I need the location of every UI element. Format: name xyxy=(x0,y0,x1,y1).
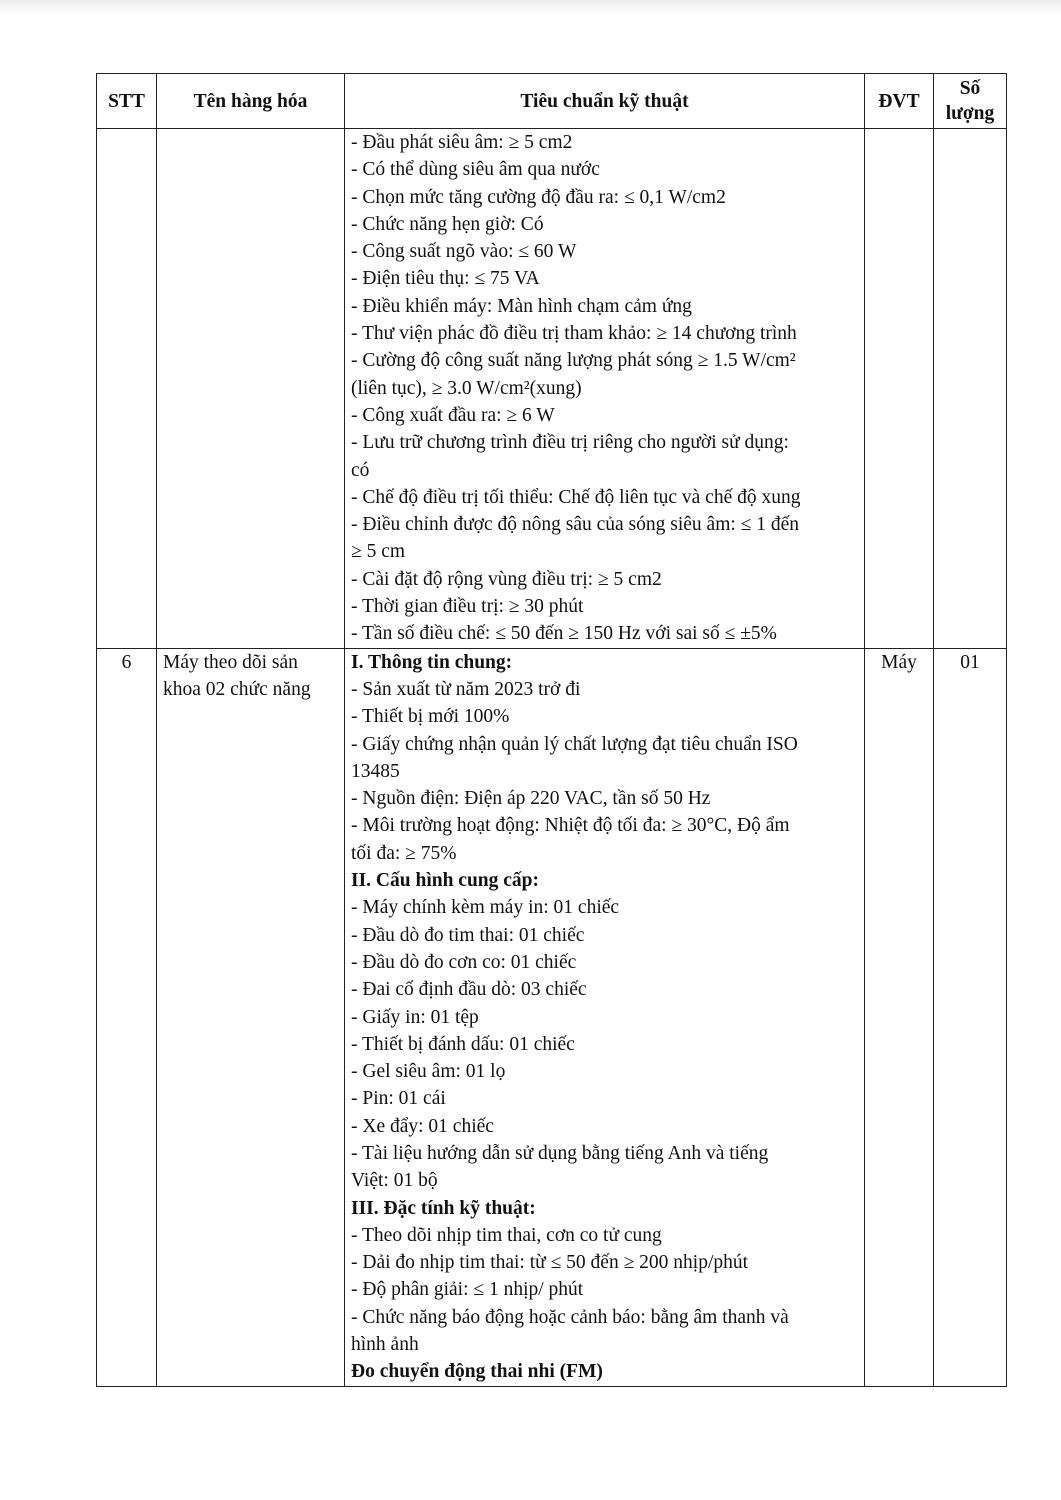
spec-line: - Cường độ công suất năng lượng phát sóng ≥ 1.5 W/cm² xyxy=(351,350,796,372)
table-header-row xyxy=(97,74,1007,129)
spec-section-heading: Đo chuyển động thai nhi (FM) xyxy=(351,1361,603,1383)
table-row xyxy=(97,648,1007,1386)
row-name xyxy=(157,129,345,649)
spec-line: - Chức năng hẹn giờ: Có xyxy=(351,213,544,235)
row-name-line2: khoa 02 chức năng xyxy=(163,678,311,700)
spec-line: - Thiết bị mới 100% xyxy=(351,706,510,728)
row-stt: 6 xyxy=(97,648,157,1386)
row-unit: Máy xyxy=(865,648,934,1386)
spec-line: - Có thể dùng siêu âm qua nước xyxy=(351,159,600,181)
spec-line: - Thư viện phác đồ điều trị tham khảo: ≥ 14 chương trình xyxy=(351,323,797,345)
spec-line: - Tần số điều chế: ≤ 50 đến ≥ 150 Hz với sai số ≤ ±5% xyxy=(351,623,777,645)
spec-line: - Chọn mức tăng cường độ đầu ra: ≤ 0,1 W/cm2 xyxy=(351,186,726,208)
spec-line: - Giấy chứng nhận quản lý chất lượng đạt tiêu chuẩn ISO xyxy=(351,733,798,755)
spec-line: hình ảnh xyxy=(351,1334,419,1356)
spec-section-heading: II. Cấu hình cung cấp: xyxy=(351,870,540,892)
spec-line: - Nguồn điện: Điện áp 220 VAC, tần số 50 Hz xyxy=(351,788,711,810)
row-spec xyxy=(345,648,865,1386)
spec-line: có xyxy=(351,459,370,481)
spec-line: (liên tục), ≥ 3.0 W/cm²(xung) xyxy=(351,377,582,399)
spec-line: - Cài đặt độ rộng vùng điều trị: ≥ 5 cm2 xyxy=(351,568,662,590)
spec-section-heading: III. Đặc tính kỹ thuật: xyxy=(351,1197,536,1219)
spec-line: - Tài liệu hướng dẫn sử dụng bằng tiếng Anh và tiếng xyxy=(351,1142,769,1164)
spec-line: tối đa: ≥ 75% xyxy=(351,842,457,864)
spec-line: - Thiết bị đánh dấu: 01 chiếc xyxy=(351,1033,575,1055)
spec-line: - Gel siêu âm: 01 lọ xyxy=(351,1061,506,1083)
spec-line: - Điều chỉnh được độ nông sâu của sóng siêu âm: ≤ 1 đến xyxy=(351,514,800,536)
spec-line: - Đầu dò đo cơn co: 01 chiếc xyxy=(351,951,577,973)
spec-line: - Công suất ngõ vào: ≤ 60 W xyxy=(351,241,577,263)
header-qty xyxy=(934,74,1007,129)
row-spec xyxy=(345,129,865,649)
spec-line: - Điện tiêu thụ: ≤ 75 VA xyxy=(351,268,540,290)
spec-line: 13485 xyxy=(351,760,400,782)
header-unit: ĐVT xyxy=(865,74,934,129)
row-qty xyxy=(934,129,1007,649)
header-stt: STT xyxy=(97,74,157,129)
spec-line: - Môi trường hoạt động: Nhiệt độ tối đa: ≥ 30°C, Độ ẩm xyxy=(351,815,790,837)
row-name xyxy=(157,648,345,1386)
spec-line: - Lưu trữ chương trình điều trị riêng cho người sử dụng: xyxy=(351,432,789,454)
spec-line: Việt: 01 bộ xyxy=(351,1170,438,1192)
row-stt xyxy=(97,129,157,649)
scan-shadow xyxy=(0,0,1061,14)
header-name: Tên hàng hóa xyxy=(157,74,345,129)
spec-line: - Điều khiển máy: Màn hình chạm cảm ứng xyxy=(351,295,692,317)
equipment-spec-table xyxy=(96,73,1007,1387)
spec-line: - Pin: 01 cái xyxy=(351,1088,446,1110)
spec-line: - Độ phân giải: ≤ 1 nhịp/ phút xyxy=(351,1279,584,1301)
spec-line: - Đai cố định đầu dò: 03 chiếc xyxy=(351,979,587,1001)
header-qty-line1: Số xyxy=(959,78,981,99)
spec-line: - Chế độ điều trị tối thiểu: Chế độ liên tục và chế độ xung xyxy=(351,486,801,508)
spec-line: - Dải đo nhịp tim thai: từ ≤ 50 đến ≥ 200 nhịp/phút xyxy=(351,1252,749,1274)
spec-line: - Xe đẩy: 01 chiếc xyxy=(351,1115,494,1137)
spec-line: - Giấy in: 01 tệp xyxy=(351,1006,479,1028)
row-name-line1: Máy theo dõi sản xyxy=(163,651,298,673)
spec-line: - Máy chính kèm máy in: 01 chiếc xyxy=(351,897,620,919)
spec-line: - Theo dõi nhịp tim thai, cơn co tử cung xyxy=(351,1224,662,1246)
spec-line: - Công xuất đầu ra: ≥ 6 W xyxy=(351,404,555,426)
row-unit xyxy=(865,129,934,649)
spec-line: - Chức năng báo động hoặc cảnh báo: bằng âm thanh và xyxy=(351,1306,789,1328)
spec-line: ≥ 5 cm xyxy=(351,541,406,563)
header-spec: Tiêu chuẩn kỹ thuật xyxy=(345,74,865,129)
spec-section-heading: I. Thông tin chung: xyxy=(351,651,513,673)
table-row xyxy=(97,129,1007,649)
spec-line: - Đầu phát siêu âm: ≥ 5 cm2 xyxy=(351,132,573,153)
spec-line: - Sản xuất từ năm 2023 trở đi xyxy=(351,678,581,700)
header-qty-line2: lượng xyxy=(945,103,995,124)
spec-line: - Đầu dò đo tim thai: 01 chiếc xyxy=(351,924,585,946)
spec-line: - Thời gian điều trị: ≥ 30 phút xyxy=(351,596,584,618)
row-qty: 01 xyxy=(934,648,1007,1386)
